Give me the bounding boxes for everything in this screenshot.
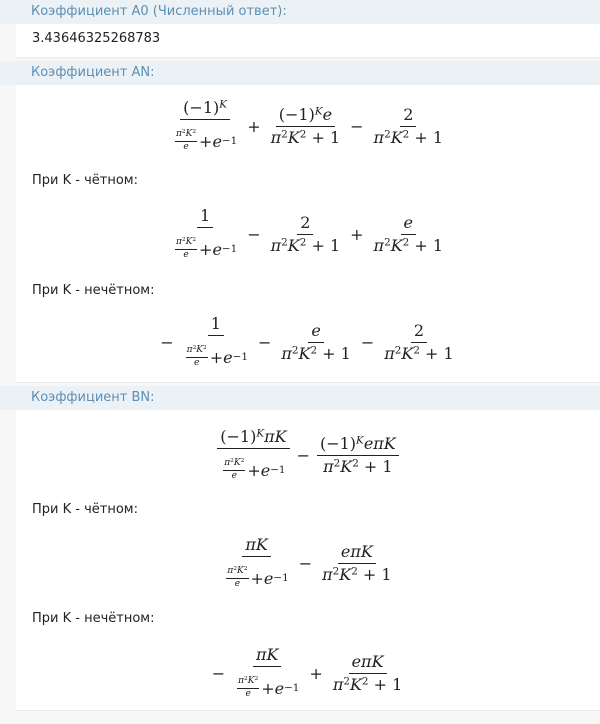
a0-panel	[16, 24, 600, 58]
bn-panel	[16, 410, 600, 711]
an-general-formula: $(-1)^K$ $\frac{\pi^2K^2}{e}$ + e −1 + $\frac{(-1)^Ke}{\pi^2K^2 + 1}$ − $\frac{2}{\pi^2K^2 + 1}$	[175, 98, 444, 152]
a0-header: Коэффициент A0 (Численный ответ):	[0, 0, 600, 24]
bn-odd-label: При K - нечётном:	[32, 611, 155, 626]
an-panel	[16, 85, 600, 383]
bn-even-formula: πK $\frac{\pi^2K^2}{e}$ + e −1 − $\frac{\text{eπK}}{\pi^2K^2 + 1}$	[227, 535, 392, 589]
an-odd-label: При K - нечётном:	[32, 283, 155, 298]
an-even-label: При K - чётном:	[32, 173, 138, 188]
a0-value: 3.43646325268783	[32, 31, 161, 46]
an-even-formula: 1 $\frac{\pi^2K^2}{e}$ + e −1 − $\frac{2}{\pi^2K^2 + 1}$ + $\frac{e}{\pi^2K^2 + 1}$	[175, 206, 444, 260]
bn-general-formula: $(-1)^K\pi K$ $\frac{\pi^2K^2}{e}$ + e −1 − $\frac{(-1)^Ke\pi K}{\pi^2K^2 + 1}$	[16, 430, 600, 480]
an-header: Коэффициент AN:	[0, 61, 600, 85]
bn-odd-formula: − πK $\frac{\pi^2K^2}{e}$ + e −1 + $\frac{\text{eπK}}{\pi^2K^2 + 1}$	[211, 645, 403, 699]
bn-header: Коэффициент BN:	[0, 386, 600, 410]
bn-even-label: При K - чётном:	[32, 502, 138, 517]
an-odd-formula: − 1 $\frac{\pi^2K^2}{e}$ + e −1 − $\frac{e}{\pi^2K^2 + 1}$ − $\frac{2}{\pi^2K^2 + 1}$	[160, 314, 454, 368]
